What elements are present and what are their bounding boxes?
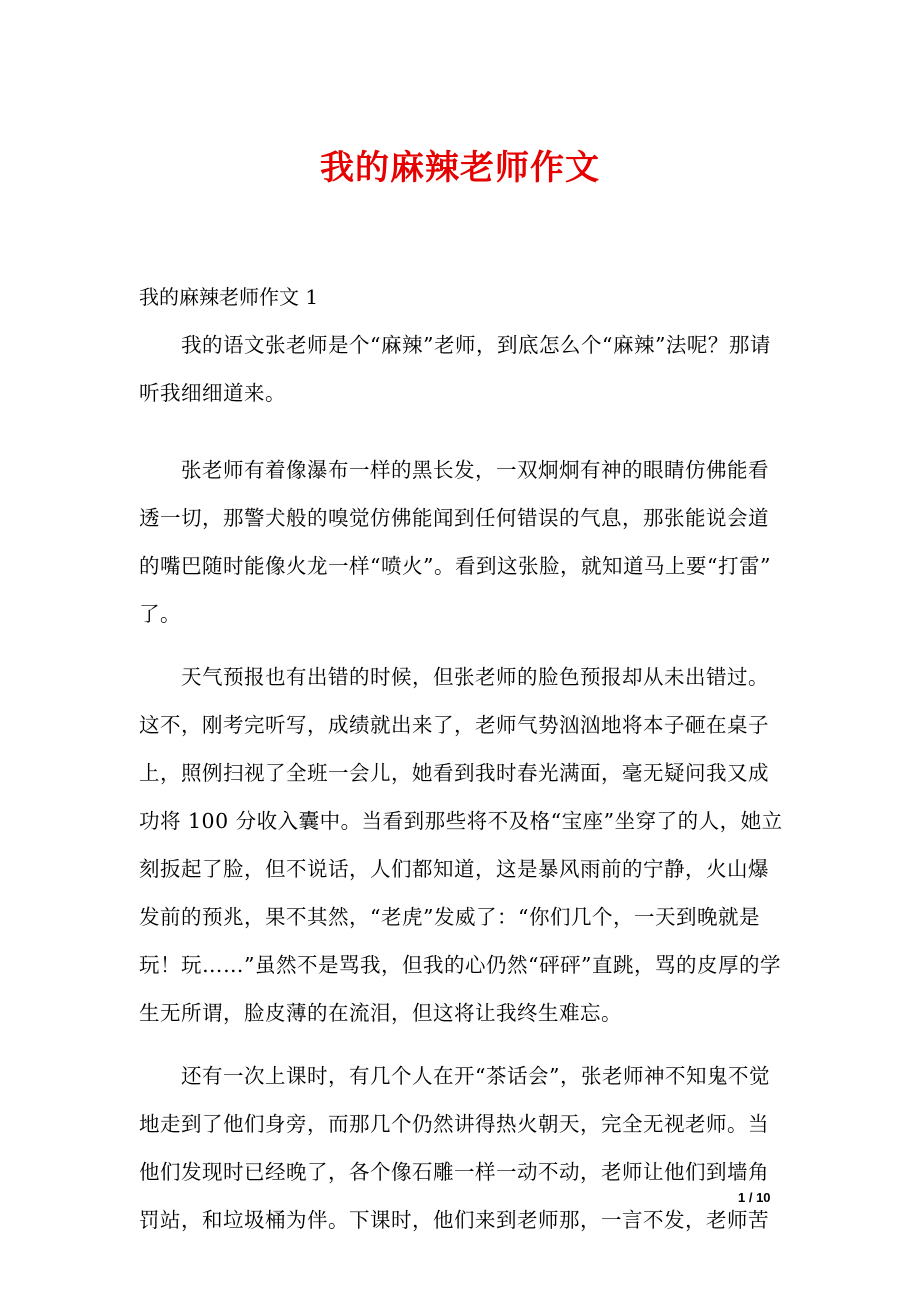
text-line: 这不，刚考完听写，成绩就出来了，老师气势汹汹地将本子砸在桌子 <box>139 713 769 737</box>
text-line: 还有一次上课时，有几个人在开“茶话会”，张老师神不知鬼不觉 <box>181 1064 770 1088</box>
paragraph <box>139 446 789 638</box>
text-line: 上，照例扫视了全班一会儿，她看到我时春光满面，毫无疑问我又成 <box>139 761 769 785</box>
section-heading: 我的麻辣老师作文 1 <box>139 285 319 309</box>
text-line: 我的语文张老师是个“麻辣”老师，到底怎么个“麻辣”法呢？那请 <box>181 333 771 357</box>
text-line: 天气预报也有出错的时候，但张老师的脸色预报却从未出错过。 <box>181 665 769 689</box>
paragraph <box>139 1052 789 1244</box>
paragraph <box>139 321 789 417</box>
text-line: 发前的预兆，果不其然，“老虎”发威了：“你们几个，一天到晚就是 <box>139 905 760 929</box>
paragraph <box>139 653 789 1037</box>
text-line: 功将 100 分收入囊中。当看到那些将不及格“宝座”坐穿了的人，她立 <box>139 809 783 833</box>
text-line: 他们发现时已经晚了，各个像石雕一样一动不动，老师让他们到墙角 <box>139 1160 769 1184</box>
text-line: 地走到了他们身旁，而那几个仍然讲得热火朝天，完全无视老师。当 <box>139 1112 769 1136</box>
text-line: 生无所谓，脸皮薄的在流泪，但这将让我终生难忘。 <box>139 1001 622 1025</box>
text-line: 张老师有着像瀑布一样的黑长发，一双炯炯有神的眼睛仿佛能看 <box>181 458 769 482</box>
page-number: 1 / 10 <box>738 1190 771 1205</box>
text-line: 的嘴巴随时能像火龙一样“喷火”。看到这张脸，就知道马上要“打雷” <box>139 554 771 578</box>
text-line: 透一切，那警犬般的嗅觉仿佛能闻到任何错误的气息，那张能说会道 <box>139 506 769 530</box>
text-line: 听我细细道来。 <box>139 381 286 405</box>
document-body <box>139 321 789 1244</box>
text-line: 刻扳起了脸，但不说话，人们都知道，这是暴风雨前的宁静，火山爆 <box>139 857 769 881</box>
document-title: 我的麻辣老师作文 <box>320 148 600 188</box>
text-line: 罚站，和垃圾桶为伴。下课时，他们来到老师那，一言不发，老师苦 <box>139 1208 769 1232</box>
text-line: 了。 <box>139 602 181 626</box>
text-line: 玩！玩……”虽然不是骂我，但我的心仍然“砰砰”直跳，骂的皮厚的学 <box>139 953 781 977</box>
